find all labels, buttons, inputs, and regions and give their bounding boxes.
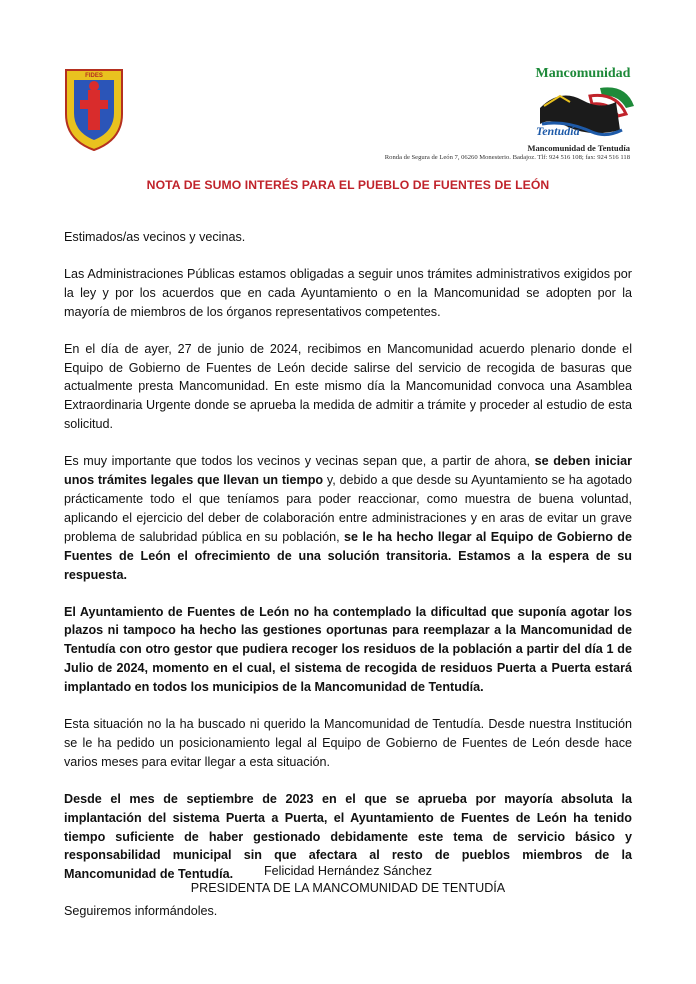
signature-block: [0, 863, 696, 897]
paragraph-1: Las Administraciones Públicas estamos obligadas a seguir unos trámites administrativos exigidos por la ley y por los acuerdos que en cada Ayuntamiento o en la Mancomunidad se adopten por la mayoría de miembros de los órganos representativos competentes.: [64, 266, 632, 319]
paragraph-5: Esta situación no la ha buscado ni querido la Mancomunidad de Tentudía. Desde nuestra Institución se le ha pedido un posicionamiento legal al Equipo de Gobierno de Fuentes de León desde hace varios meses para evitar llegar a esta situación.: [64, 717, 632, 769]
paragraph-3-text-a: Es muy importante que todos los vecinos y vecinas sepan que, a partir de ahora,: [64, 454, 535, 469]
logo-wordmark: Mancomunidad: [535, 66, 631, 81]
greeting: Estimados/as vecinos y vecinas.: [64, 230, 246, 244]
paragraph-2: En el día de ayer, 27 de junio de 2024, recibimos en Mancomunidad acuerdo plenario donde el Equipo de Gobierno de Fuentes de León decide salirse del servicio de recogida de basuras que actualmente presta Mancomunidad. En este mismo día la Mancomunidad convoca una Asamblea Extraordinaria Urgente donde se aprueba la medida de admitir a trámite y proceder al estudio de esta solicitud.: [64, 341, 632, 432]
organization-name: Mancomunidad de Tentudía: [527, 143, 630, 153]
letter-body: [64, 228, 632, 939]
closing-line: Seguiremos informándoles.: [64, 904, 218, 919]
paragraph-4: El Ayuntamiento de Fuentes de León no ha contemplado la dificultad que suponía agotar los plazos ni tampoco ha hecho las gestiones oportunas para reemplazar a la Mancomunidad de Tentudía con otro gestor que pudiera recoger los residuos de la población a partir del día 1 de Julio de 2024, momento en el cual, el sistema de recogida de residuos Puerta a Puerta estará implantado en todos los municipios de la Mancomunidad de Tentudía.: [64, 604, 632, 695]
signatory-name: Felicidad Hernández Sánchez: [263, 864, 433, 878]
page-title: NOTA DE SUMO INTERÉS PARA EL PUEBLO DE FUENTES DE LEÓN: [146, 178, 550, 192]
signatory-role: PRESIDENTA DE LA MANCOMUNIDAD DE TENTUDÍA: [190, 881, 506, 895]
logo-subtitle: Tentudía: [536, 124, 580, 138]
crest-motto-text: FIDES: [85, 73, 103, 79]
paragraph-3-bold-b: se le ha hecho llegar al Equipo de Gobierno de Fuentes de León el ofrecimiento de una solución transitoria. Estamos a la espera de su respuesta.: [64, 529, 632, 582]
paragraph-6: Desde el mes de septiembre de 2023 en el que se aprueba por mayoría absoluta la implantación del sistema Puerta a Puerta, el Ayuntamiento de Fuentes de León ha tenido tiempo suficiente de haber gestionado debidamente este tema de servicio básico y responsabilidad municipal sin que afectara al resto de pueblos miembros de la Mancomunidad de Tentudía.: [64, 791, 632, 882]
organization-address: Ronda de Segura de León 7, 06260 Monesterio. Badajoz. Tlf: 924 516 108; fax: 924 516 118: [384, 154, 630, 161]
coat-of-arms-logo: [62, 66, 126, 152]
paragraph-3-bold-a: se deben iniciar unos trámites legales que llevan un tiempo: [64, 454, 632, 488]
paragraph-3-text-b: y, debido a que desde su Ayuntamiento se ha agotado prácticamente todo el que teníamos para poder reaccionar, como muestra de buena voluntad, aplicando el ejercicio del deber de colaboración entre administraciones y en aras de evitar un grave problema de salubridad pública en su población,: [64, 473, 633, 544]
mancomunidad-logo: [530, 66, 636, 146]
paragraph-3: [64, 452, 632, 584]
